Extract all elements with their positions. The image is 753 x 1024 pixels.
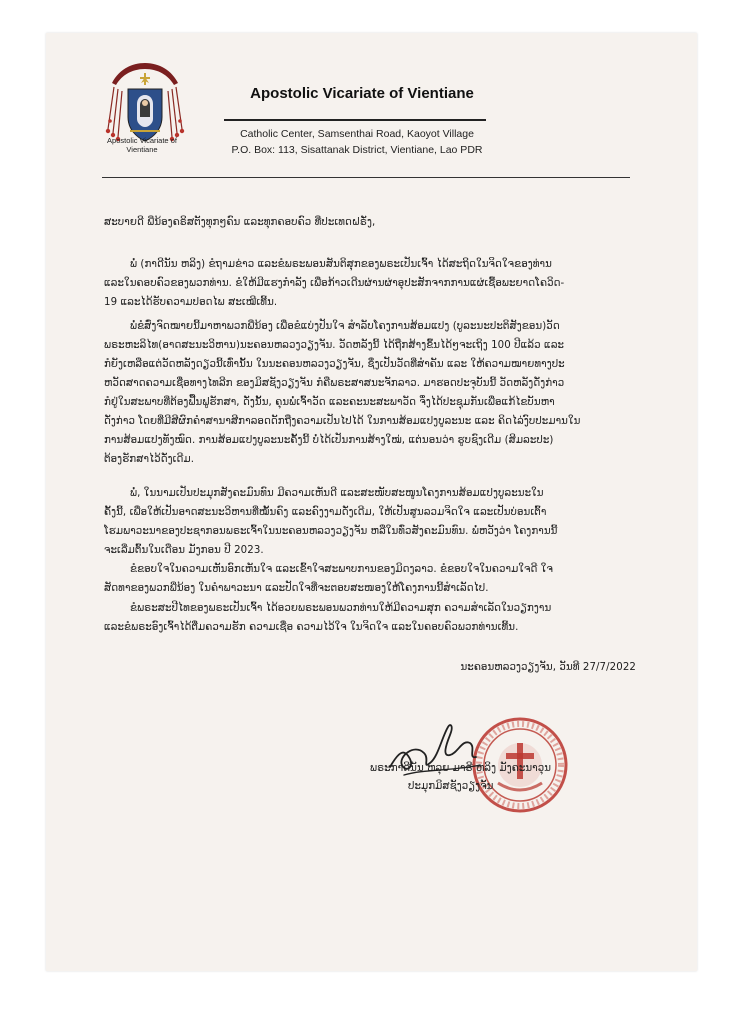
paragraph-line: ຂໍພຣະສະປີໄທຂອງພຣະເປັນເຈົ້າ ໄດ້ອວຍພຣະພອນພວກທ່ານໃຫ້ມີຄວາມສຸກ ຄວາມສຳເລັດໃນວຽກງານ [130,603,552,614]
address-line-2: P.O. Box: 113, Sisattanak District, Vientiane, Lao PDR [231,144,483,156]
paragraph-thanks [104,560,636,598]
letterhead-divider [102,177,630,178]
title-underline [224,119,486,121]
organization-title: Apostolic Vicariate of Vientiane [250,85,474,102]
paragraph-line: ຈະເລີ່ມຕົ້ນໃນເດືອນ ມັງກອນ ປີ 2023. [104,545,264,556]
paragraph-line: ພຣະຫະລິໄທ(ອາດສະນະວິຫານ)ນະຄອນຫລວງວຽງຈັນ. ວັດຫລັງນີ້ ໄດ້ຖືກສ້າງຂຶ້ນໄດ້ໆຈະເຖິງ 100 ປີແລ້ວ ແລະ [104,340,565,351]
paragraph-greeting [104,255,636,312]
paragraph-line: ພໍ່ຂໍສົ່ງຈົດໝາຍນີ້ມາຫາພວກພີ່ນ້ອງ ເພື່ອຂໍແບ່ງປັນໃຈ ສຳລັບໂຄງການສ້ອມແປງ (ບູລະນະປະຕິສັງຂອນ)ວັດ [130,321,560,332]
paragraph-line: ຂໍຂອບໃຈໃນຄວາມເຫັນອົກເຫັນໃຈ ແລະເຂົ້າໃຈສະພາບການຂອງມິດງລາວ. ຂໍຂອບໃຈໃນຄວາມໃຈດີ ໃຈ [130,564,553,575]
paragraph-line: ສັດທາຂອງພວກພີ່ນ້ອງ ໃນຄຳພາວະນາ ແລະປັດໃຈທີ່ຈະຕອບສະໜອງໃຫ້ໂຄງການນີ້ສຳເລັດໄປ. [104,583,489,594]
paragraph-line: ພໍ່, ໃນນາມເປັນປະມຸກສັງຄະມົນທົນ ມີຄວາມເຫັນດີ ແລະສະໜັບສະໜູນໂຄງການສ້ອມແປງບູລະນະໃນ [130,488,544,499]
paragraph-renovation [104,317,636,469]
paragraph-line: ຫວັດສາດຄວາມເຊື່ອທາງໄທລີກ ຂອງມິສຊັງວຽງຈັນ ກໍຄືພຣະສາສນະຈັກລາວ. ມາຮອດປະຈຸບັນນີ້ ວັດຫລັງດັ່ງກ່າວ [104,378,565,389]
paragraph-support [104,484,636,560]
crest-caption: Apostolic Vicariate of Vientiane [107,136,177,154]
paragraph-line: 19 ແລະໄດ້ຮັບຄວາມປອດໄພ ສະເໝີເທີ້ນ. [104,297,278,308]
paragraph-line: ການສ້ອມແປງທັງໝົດ. ການສ້ອມແປງບູລະນະຄັ້ງນີ້ ບໍ່ໄດ້ເປັນການສ້າງໃໝ່, ແຕ່ນອນວ່າ ຮູບຊົງເດີມ (ສິມລະປະ) [104,435,554,446]
signer-name: ພຣະກາດີນັນ ຫລຸຍ ມາຣີ ຫລິງ ມັງຄະນາວຸນ [370,763,552,774]
paragraph-line: ແລະຂໍພຣະອົງເຈົ້າໄດ້ຕື່ມຄວາມຮັກ ຄວາມເຊື່ອ ຄວາມໄວ້ໃຈ ໃນຈິດໃຈ ແລະໃນຄອບຄົວພວກທ່ານເທີ້ນ. [104,622,519,633]
place-and-date: ນະຄອນຫລວງວຽງຈັນ, ວັນທີ 27/7/2022 [460,662,636,673]
paragraph-line: ດັ່ງກ່າວ ໂດຍທີ່ມີສີຜົກຄຳສານາສີກາລອດດັກຖືງຄວາມເປັນໄປໄດ້ ໃນການສ້ອມແປງບູລະນະ ແລະ ຄິດໄລ່ງົບປະມານໃນ [104,416,581,427]
letter-sheet [46,33,697,971]
paragraph-line: ພໍ່ (ກາດີນັນ ຫລິງ) ຂໍຖາມຂ່າວ ແລະຂໍພຣະພອນສັນຕິສຸກຂອງພຣະເປັນເຈົ້າ ໄດ້ສະຖິດໃນຈິດໃຈຂອງທ່ານ [130,259,552,270]
paragraph-line: ຕ້ອງຮັກສາໄວ້ດັ່ງເດີມ. [104,454,195,465]
address-line-1: Catholic Center, Samsenthai Road, Kaoyot Village [240,128,474,140]
paragraph-line: ກໍຢູ່ໃນສະພາບທີ່ຕ້ອງຟື້ນຟູຮັກສາ, ດັ່ງນັ້ນ, ຄຸນພໍ່ເຈົ້າວັດ ແລະຄະນະສະພາວັດ ຈຶ່ງໄດ້ປະຊຸມກັນເພື່ອແກ້ໄຂບັນຫາ [104,397,555,408]
paragraph-line: ກໍຍັງເຫລືອແຕ່ວັດຫລັງດຽວນີ້ເທົ່ານັ້ນ ໃນນະຄອນຫລວງວຽງຈັນ, ຊຶ່ງເປັນວັດທີ່ສຳຄັນ ແລະ ໃຫ້ຄວາມໝາຍທາງປະ [104,359,565,370]
paragraph-line: ແລະໃນຄອບຄົວຂອງພວກທ່ານ. ຂໍໃຫ້ມີແຮງກຳລັງ ເພື່ອກ້າວເດີນຜ່ານຜ່າອຸປະສັກຈາກການແຜ່ເຊື້ອພະຍາດໂຄວິດ- [104,278,565,289]
paragraph-line: ໂຮມພາວະນາຂອງປະຊາກອນພຣະເຈົ້າໃນນະຄອນຫລວງວຽງຈັນ ຫລືໃນທົ່ວສັງຄະມົນທົນ. ພໍ່ຫວັງວ່າ ໂຄງການນີ້ [104,526,558,537]
paragraph-blessing [104,599,636,637]
paragraph-line: ຄັ້ງນີ້, ເພື່ອໃຫ້ເປັນອາດສະນະວິຫານທີ່ໝັ້ນຄົງ ແລະຄົງງາມດັ່ງເດີມ, ໃຫ້ເປັນສູນລວມຈິດໃຈ ແລະເປັນບ່ອນເຕົ້າ [104,507,547,518]
signer-title: ປະມຸກມິສຊັງວຽງຈັນ [408,781,494,792]
salutation: ສະບາຍດີ ພີ່ນ້ອງຄຣິສຕັງທຸກໆຄົນ ແລະທຸກຄອບຄົວ ທີ່ປະເທດຝຣັ່ງ, [104,217,376,228]
